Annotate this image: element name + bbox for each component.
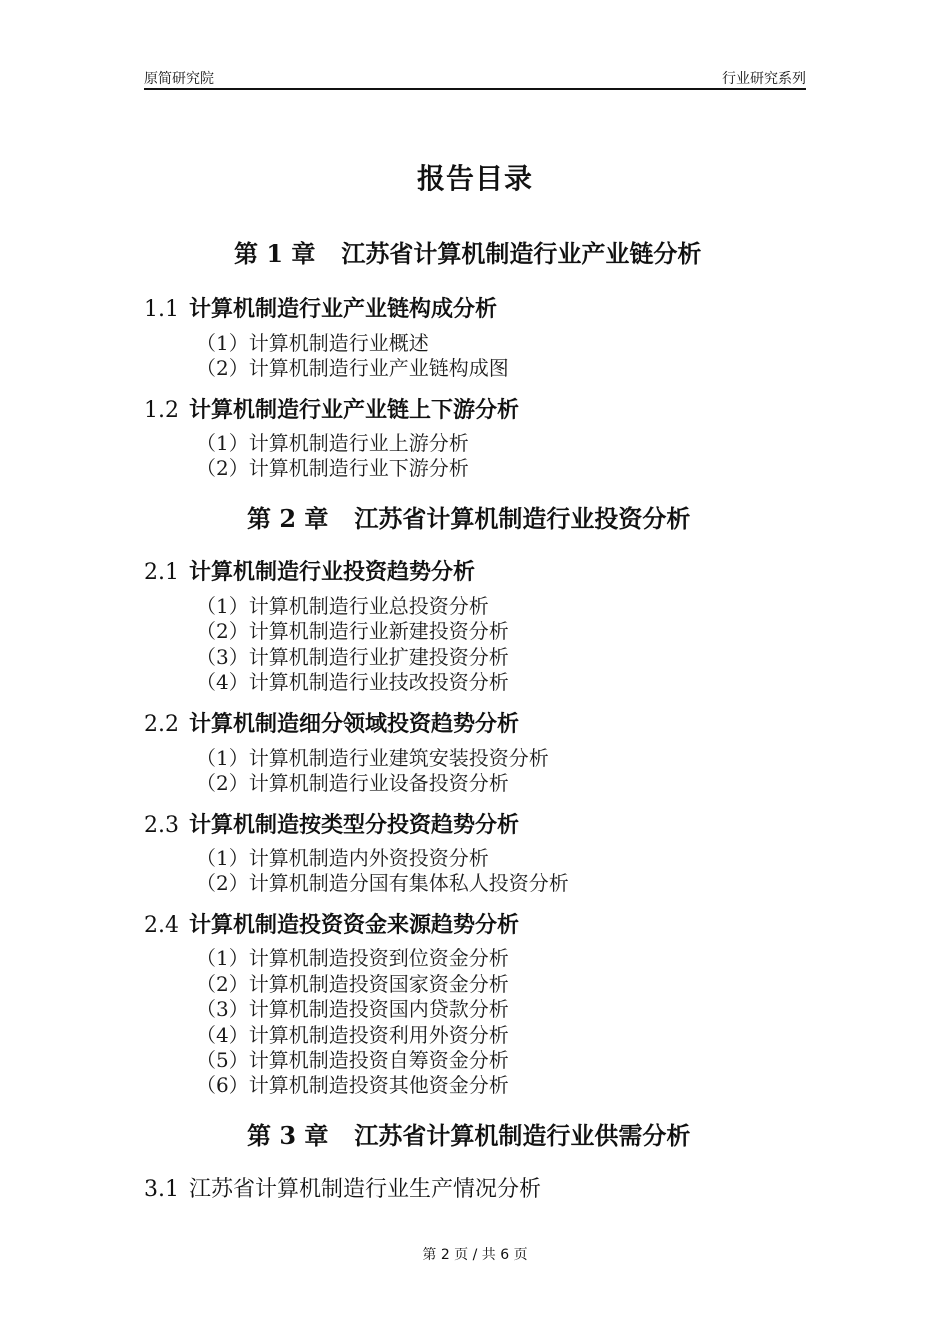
header-series: 行业研究系列 bbox=[722, 71, 806, 87]
section-number: 1.1 bbox=[144, 297, 179, 322]
chapter-2-heading bbox=[247, 499, 690, 534]
section-number: 2.2 bbox=[144, 712, 179, 737]
toc-item: （2）计算机制造行业产业链构成图 bbox=[196, 356, 509, 380]
toc-item: （3）计算机制造投资国内贷款分析 bbox=[196, 997, 509, 1021]
toc-item: （5）计算机制造投资自筹资金分析 bbox=[196, 1048, 509, 1072]
toc-item: （3）计算机制造行业扩建投资分析 bbox=[196, 645, 509, 669]
chapter-title: 江苏省计算机制造行业供需分析 bbox=[354, 1121, 691, 1150]
toc-item: （1）计算机制造投资到位资金分析 bbox=[196, 946, 509, 970]
chapter-3-heading bbox=[247, 1116, 690, 1151]
toc-item: （2）计算机制造行业下游分析 bbox=[196, 456, 469, 480]
section-2-4-heading bbox=[144, 908, 519, 939]
section-title: 计算机制造行业投资趋势分析 bbox=[189, 559, 476, 585]
section-number: 2.1 bbox=[144, 560, 179, 585]
section-3-1-heading bbox=[144, 1172, 541, 1203]
section-2-1-heading bbox=[144, 555, 475, 586]
chapter-title: 江苏省计算机制造行业产业链分析 bbox=[341, 239, 702, 268]
toc-item: （1）计算机制造行业概述 bbox=[196, 331, 429, 355]
section-number: 2.3 bbox=[144, 813, 179, 838]
chapter-1-heading bbox=[234, 234, 701, 269]
toc-item: （1）计算机制造行业上游分析 bbox=[196, 431, 469, 455]
section-title: 计算机制造按类型分投资趋势分析 bbox=[189, 812, 520, 838]
section-title: 计算机制造行业产业链上下游分析 bbox=[189, 397, 520, 423]
section-number: 2.4 bbox=[144, 913, 179, 938]
section-2-2-heading bbox=[144, 707, 519, 738]
document-title: 报告目录 bbox=[416, 162, 533, 195]
chapter-title: 江苏省计算机制造行业投资分析 bbox=[354, 504, 691, 533]
section-title: 江苏省计算机制造行业生产情况分析 bbox=[189, 1177, 542, 1202]
toc-item: （2）计算机制造投资国家资金分析 bbox=[196, 972, 509, 996]
toc-item: （4）计算机制造行业技改投资分析 bbox=[196, 670, 509, 694]
toc-item: （2）计算机制造行业新建投资分析 bbox=[196, 619, 509, 643]
toc-item: （2）计算机制造分国有集体私人投资分析 bbox=[196, 871, 569, 895]
section-number: 1.2 bbox=[144, 398, 179, 423]
section-2-3-heading bbox=[144, 808, 519, 839]
section-title: 计算机制造行业产业链构成分析 bbox=[189, 296, 498, 322]
page-header bbox=[144, 68, 806, 90]
toc-item: （1）计算机制造行业总投资分析 bbox=[196, 594, 489, 618]
header-publisher: 原简研究院 bbox=[144, 71, 214, 87]
toc-item: （6）计算机制造投资其他资金分析 bbox=[196, 1073, 509, 1097]
toc-item: （2）计算机制造行业设备投资分析 bbox=[196, 771, 509, 795]
section-1-2-heading bbox=[144, 393, 519, 424]
chapter-label: 第 1 章 bbox=[234, 239, 316, 268]
toc-item: （1）计算机制造内外资投资分析 bbox=[196, 846, 489, 870]
section-title: 计算机制造投资资金来源趋势分析 bbox=[189, 912, 520, 938]
section-1-1-heading bbox=[144, 292, 497, 323]
toc-item: （1）计算机制造行业建筑安装投资分析 bbox=[196, 746, 549, 770]
chapter-label: 第 3 章 bbox=[247, 1121, 329, 1150]
toc-item: （4）计算机制造投资利用外资分析 bbox=[196, 1023, 509, 1047]
page-number: 第 2 页 / 共 6 页 bbox=[422, 1247, 528, 1263]
section-number: 3.1 bbox=[144, 1177, 179, 1202]
chapter-label: 第 2 章 bbox=[247, 504, 329, 533]
section-title: 计算机制造细分领域投资趋势分析 bbox=[189, 711, 520, 737]
